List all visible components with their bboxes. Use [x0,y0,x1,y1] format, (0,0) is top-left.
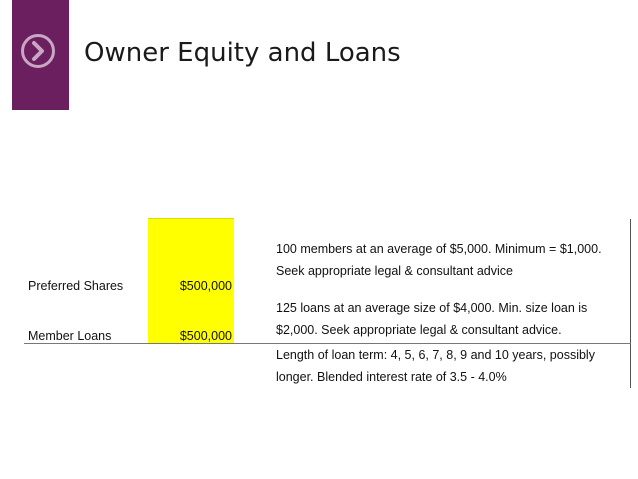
row-description: Length of loan term: 4, 5, 6, 7, 8, 9 and 10 years, possibly longer. Blended interest rate of 3.5 - 4.0% [270,343,631,388]
row-amount: $500,000 [148,219,234,293]
table-row [24,219,631,293]
row-label [24,343,148,388]
row-description: 125 loans at an average size of $4,000. Min. size loan is $2,000. Seek appropriate legal & consultant advice. [270,293,631,344]
row-amount: $500,000 [148,293,234,344]
table-row [24,343,631,388]
row-label: Member Loans [24,293,148,344]
equity-loans-table [24,218,631,388]
spacer-cell [234,293,270,344]
row-amount [148,343,234,388]
chevron-right-circle-icon [20,33,56,69]
slide-title: Owner Equity and Loans [84,38,401,68]
table-row [24,293,631,344]
spacer-cell [234,343,270,388]
row-label: Preferred Shares [28,278,124,293]
spacer-cell [234,219,270,293]
row-description: 100 members at an average of $5,000. Minimum = $1,000. Seek appropriate legal & consultant advice [270,219,631,293]
